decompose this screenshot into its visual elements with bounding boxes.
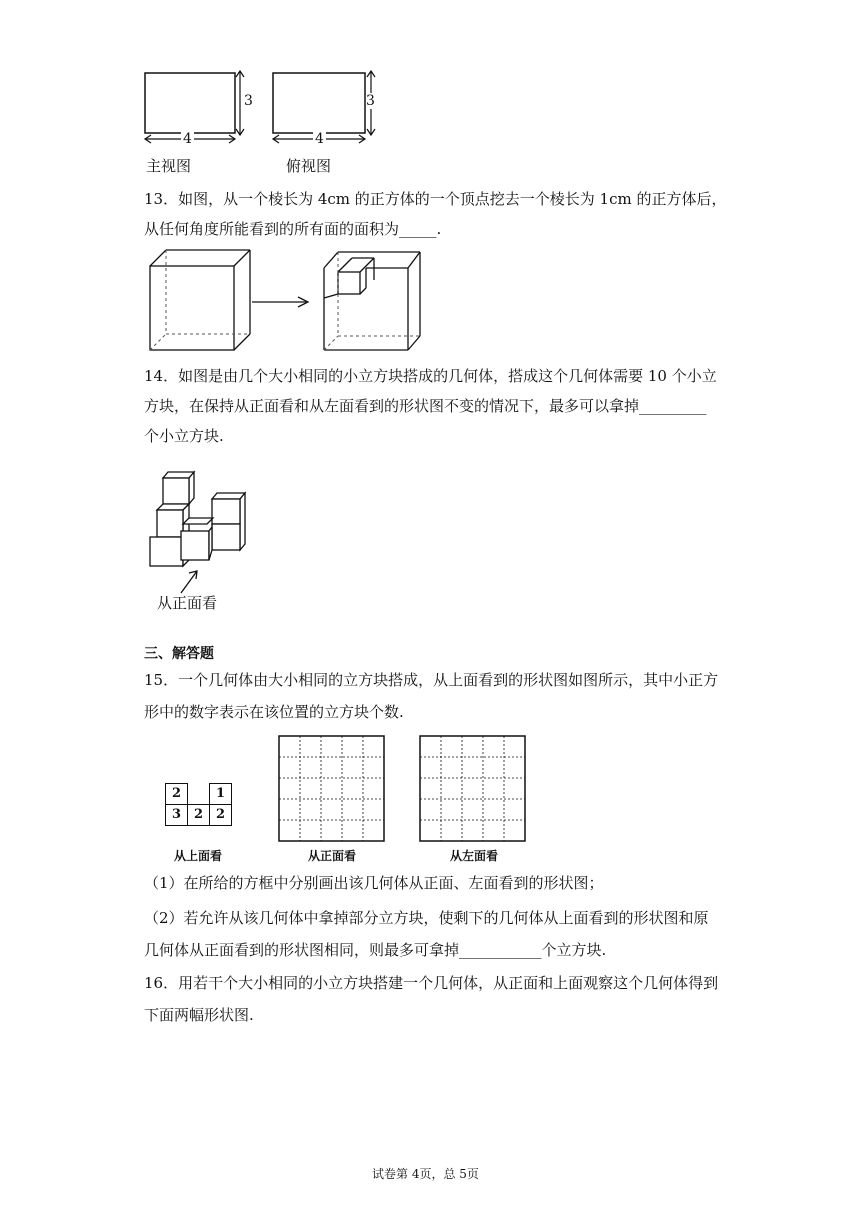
- q15-line2: 形中的数字表示在该位置的立方块个数.: [144, 703, 404, 721]
- grid-cell: 2: [165, 783, 188, 805]
- q15-caption-left: 从左面看: [450, 849, 499, 863]
- top-view-width-label: 4: [315, 131, 324, 147]
- q16-line1: 16．用若干个大小相同的小立方块搭建一个几何体，从正面和上面观察这个几何体得到: [144, 974, 719, 992]
- q14-line1: 14．如图是由几个大小相同的小立方块搭成的几何体，搭成这个几何体需要 10 个小立: [144, 367, 717, 385]
- q15-part2-line1: （2）若允许从该几何体中拿掉部分立方块，使剩下的几何体从上面看到的形状图和原: [144, 909, 709, 927]
- q15-part1: （1）在所给的方框中分别画出该几何体从正面、左面看到的形状图；: [144, 874, 604, 892]
- top-view-caption: 俯视图: [286, 157, 332, 175]
- front-view-figure: [140, 68, 260, 148]
- top-view-height-label: 3: [366, 93, 375, 109]
- front-view-caption: 主视图: [146, 157, 192, 175]
- grid-cell: 3: [165, 804, 188, 826]
- q15-top-view-grid: [165, 783, 231, 825]
- grid-cell: 1: [209, 783, 232, 805]
- q15-front-view-grid: [278, 735, 388, 845]
- q14-line2: 方块，在保持从正面看和从左面看到的形状图不变的情况下，最多可以拿掉_________: [144, 397, 707, 415]
- q15-left-view-grid: [419, 735, 529, 845]
- q13-line1: 13．如图，从一个棱长为 4cm 的正方体的一个顶点挖去一个棱长为 1cm 的正方体后，: [144, 190, 727, 208]
- q15-part2-line2: 几何体从正面看到的形状图相同，则最多可拿掉___________个立方块.: [144, 941, 607, 959]
- q14-blocks-figure: [145, 465, 255, 575]
- grid-cell: 2: [209, 804, 232, 826]
- q15-line1: 15．一个几何体由大小相同的立方块搭成，从上面看到的形状图如图所示，其中小正方: [144, 671, 719, 689]
- front-view-width-label: 4: [183, 131, 192, 147]
- q16-line2: 下面两幅形状图.: [144, 1006, 254, 1024]
- q14-caption: 从正面看: [157, 594, 218, 612]
- q13-cube-figure: [140, 250, 440, 360]
- q15-caption-top: 从上面看: [174, 849, 223, 863]
- front-view-height-label: 3: [244, 93, 253, 109]
- q13-line2: 从任何角度所能看到的所有面的面积为_____.: [144, 220, 442, 238]
- q15-caption-front: 从正面看: [308, 849, 357, 863]
- section-title: 三、解答题: [144, 646, 214, 662]
- q14-line3: 个小立方块.: [144, 427, 224, 445]
- page-footer: 试卷第 4页，总 5页: [372, 1167, 479, 1181]
- grid-cell: 2: [187, 804, 210, 826]
